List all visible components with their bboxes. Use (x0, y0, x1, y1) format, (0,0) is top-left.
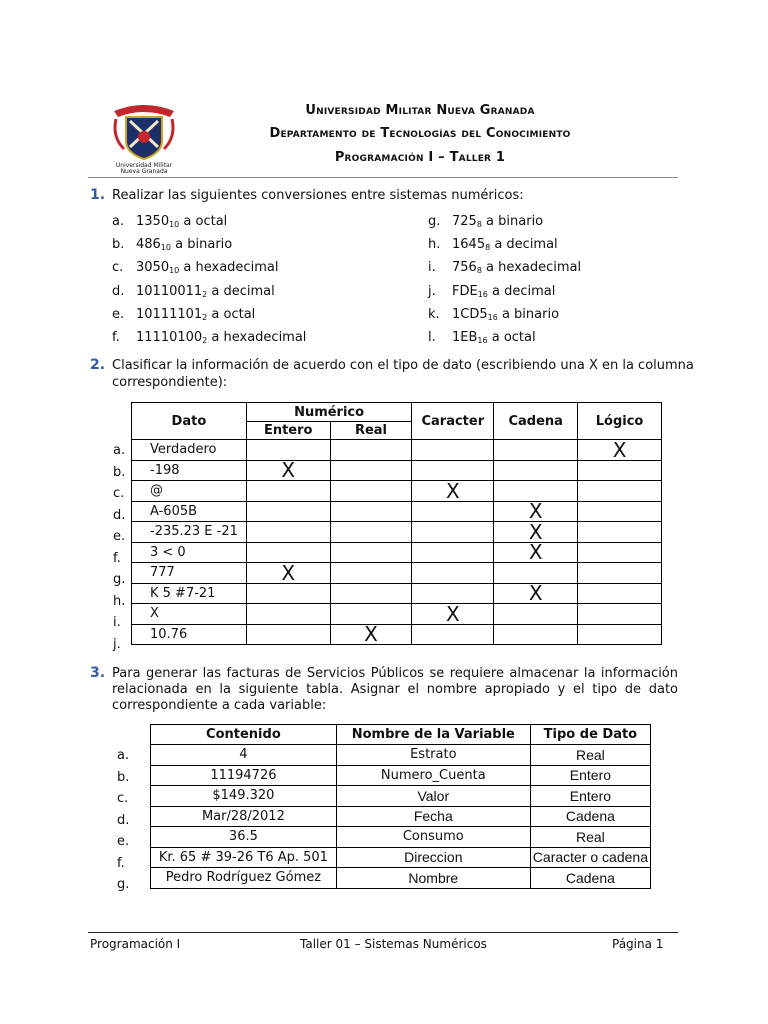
table-row (151, 827, 651, 848)
caracter-cell (412, 624, 494, 645)
footer-title: Taller 01 – Sistemas Numéricos (300, 937, 487, 951)
question-1-number: 1. (90, 187, 106, 203)
entero-cell (246, 522, 330, 543)
university-name: Universidad Militar Nueva Granada (305, 103, 535, 118)
tipo-dato-cell: Real (530, 745, 650, 766)
cadena-cell (494, 501, 578, 522)
row-label: g. (113, 572, 126, 587)
conversion-item (428, 284, 555, 299)
variables-table (150, 724, 651, 889)
real-cell (330, 563, 412, 584)
real-cell (330, 460, 412, 481)
conversion-number: 756 (452, 260, 477, 275)
contenido-cell: Pedro Rodríguez Gómez (151, 868, 337, 889)
table-row (132, 542, 662, 563)
caracter-cell (412, 601, 494, 626)
conversion-item (112, 260, 278, 275)
conversion-label: h. (428, 237, 441, 252)
header-contenido: Contenido (151, 725, 337, 745)
entero-cell (246, 460, 330, 481)
svg-text:Nueva Granada: Nueva Granada (120, 168, 168, 173)
conversion-label: e. (112, 307, 125, 322)
question-3-text-line1: Para generar las facturas de Servicios Públicos se requiere almacenar la información (112, 666, 678, 681)
question-1-text: Realizar las siguientes conversiones entre sistemas numéricos: (112, 188, 524, 203)
conversion-label: f. (112, 330, 120, 345)
conversion-target: a hexadecimal (481, 260, 582, 275)
question-2-text-line2: correspondiente): (112, 375, 228, 390)
dato-cell: 10.76 (132, 624, 247, 645)
cadena-cell (494, 604, 578, 625)
caracter-cell (412, 501, 494, 522)
dato-cell: -198 (132, 460, 247, 481)
table-row (151, 765, 651, 786)
row-label: f. (117, 855, 125, 871)
row-label: f. (113, 550, 121, 566)
conversion-target: a binario (171, 237, 233, 252)
row-label: a. (117, 748, 130, 763)
x-mark: X (528, 519, 543, 544)
header-nombre-variable: Nombre de la Variable (336, 725, 530, 745)
logico-cell (578, 583, 662, 604)
header-numerico: Numérico (246, 403, 412, 422)
conversion-base: 16 (477, 290, 488, 299)
conversion-target: a decimal (207, 284, 275, 299)
tipo-dato-cell: Entero (530, 765, 650, 786)
conversion-target: a binario (481, 214, 544, 229)
x-mark: X (528, 499, 543, 524)
conversion-number: 1CD5 (452, 307, 488, 322)
svg-text:Universidad Militar: Universidad Militar (115, 162, 173, 169)
conversion-target: a octal (179, 214, 228, 229)
conversion-item (428, 237, 558, 252)
conversion-target: a binario (497, 307, 560, 322)
table-row (151, 806, 651, 827)
dato-cell: A-605B (132, 501, 247, 522)
department-name: Departamento de Tecnologías del Conocimiento (269, 126, 571, 141)
table-row (132, 440, 662, 461)
footer-course: Programación I (90, 937, 181, 951)
conversion-label: j. (428, 284, 436, 299)
logico-cell (578, 624, 662, 645)
x-mark: X (528, 581, 543, 606)
conversion-label: d. (112, 284, 125, 299)
conversion-number: 1645 (452, 237, 486, 252)
x-mark: X (528, 540, 543, 565)
entero-cell (246, 542, 330, 563)
cadena-cell (494, 519, 578, 544)
footer-divider (88, 932, 678, 933)
header-cadena: Cadena (494, 403, 578, 440)
row-label: c. (117, 791, 129, 806)
question-2-number: 2. (90, 357, 106, 373)
real-cell (330, 542, 412, 563)
conversion-item (428, 330, 536, 345)
logico-cell (578, 481, 662, 502)
cadena-cell (494, 481, 578, 502)
contenido-cell: 11194726 (151, 765, 337, 786)
dato-cell: K 5 #7-21 (132, 583, 247, 604)
conversion-target: a octal (487, 330, 536, 345)
conversion-base: 10 (169, 220, 180, 229)
conversion-item (112, 284, 275, 299)
table-row (151, 745, 651, 766)
table-row (151, 786, 651, 807)
header-entero: Entero (246, 422, 330, 440)
row-label: a. (113, 443, 126, 458)
conversion-number: 3050 (136, 260, 170, 275)
dato-cell: X (132, 604, 247, 625)
real-cell (330, 501, 412, 522)
caracter-cell (412, 460, 494, 481)
nombre-variable-cell: Nombre (336, 868, 530, 889)
header-dato: Dato (132, 403, 247, 440)
conversion-target: a decimal (490, 237, 558, 252)
logico-cell (578, 563, 662, 584)
cadena-cell (494, 542, 578, 563)
contenido-cell: $149.320 (151, 786, 337, 807)
university-logo (110, 97, 178, 173)
table-row (151, 868, 651, 889)
row-label: b. (117, 769, 130, 785)
tipo-dato-cell: Entero (530, 786, 650, 807)
tipo-dato-cell: Real (530, 827, 650, 848)
conversion-number: 10111101 (136, 307, 203, 322)
conversion-base: 2 (202, 290, 208, 299)
real-cell (330, 624, 412, 645)
conversion-base: 8 (485, 243, 491, 252)
table-row (132, 481, 662, 502)
conversion-label: k. (428, 307, 440, 322)
table-row (132, 624, 662, 645)
cadena-cell (494, 460, 578, 481)
tipo-dato-cell: Cadena (530, 806, 650, 827)
dato-cell: 777 (132, 563, 247, 584)
conversion-number: FDE (452, 284, 478, 299)
logico-cell (578, 522, 662, 543)
caracter-cell (412, 478, 494, 503)
caracter-cell (412, 563, 494, 584)
nombre-variable-cell: Valor (336, 786, 530, 807)
conversion-item (112, 237, 232, 252)
conversion-target: a hexadecimal (179, 260, 279, 275)
data-type-table (131, 402, 662, 645)
nombre-variable-cell: Direccion (336, 847, 530, 868)
header-tipo-dato: Tipo de Dato (530, 725, 650, 745)
table-row (132, 604, 662, 625)
x-mark: X (281, 458, 296, 483)
caracter-cell (412, 440, 494, 461)
conversion-number: 1EB (452, 330, 478, 345)
real-cell (330, 604, 412, 625)
conversion-base: 2 (202, 336, 208, 345)
conversion-item (112, 214, 227, 229)
conversion-item (112, 307, 255, 322)
conversion-number: 725 (452, 214, 477, 229)
caracter-cell (412, 542, 494, 563)
x-mark: X (445, 478, 460, 503)
conversion-base: 8 (476, 220, 482, 229)
x-mark: X (445, 601, 460, 626)
cadena-cell (494, 563, 578, 584)
conversion-item (428, 214, 543, 229)
row-label: g. (117, 877, 130, 892)
logico-cell (578, 460, 662, 481)
cadena-cell (494, 583, 578, 604)
conversion-number: 486 (136, 237, 161, 252)
conversion-label: g. (428, 214, 441, 229)
header-divider (88, 177, 678, 178)
x-mark: X (612, 437, 627, 462)
real-cell (330, 583, 412, 604)
table-row (132, 522, 662, 543)
table-row (132, 460, 662, 481)
question-3-text-line2: relacionada en la siguiente tabla. Asignar el nombre apropiado y el tipo de dato (112, 682, 678, 697)
conversion-target: a decimal (487, 284, 556, 299)
conversion-target: a hexadecimal (207, 330, 307, 345)
nombre-variable-cell: Fecha (336, 806, 530, 827)
logico-cell (578, 437, 662, 462)
conversion-target: a octal (207, 307, 256, 322)
footer-page: Página 1 (612, 937, 664, 951)
dato-cell: @ (132, 481, 247, 502)
conversion-base: 10 (160, 243, 172, 252)
dato-cell: Verdadero (132, 440, 247, 461)
row-label: h. (113, 593, 126, 609)
row-label: c. (113, 486, 125, 501)
x-mark: X (281, 560, 296, 585)
header-real: Real (330, 422, 412, 440)
row-label: b. (113, 464, 126, 480)
dato-cell: -235.23 E -21 (132, 522, 247, 543)
conversion-base: 2 (202, 313, 208, 322)
conversion-number: 1350 (136, 214, 170, 229)
conversion-base: 10 (169, 266, 180, 275)
conversion-item (428, 260, 581, 275)
entero-cell (246, 501, 330, 522)
header-logico: Lógico (578, 403, 662, 440)
table-row (132, 583, 662, 604)
nombre-variable-cell: Numero_Cuenta (336, 765, 530, 786)
contenido-cell: 4 (151, 745, 337, 766)
row-label: i. (113, 615, 121, 630)
real-cell (330, 440, 412, 461)
logico-cell (578, 501, 662, 522)
entero-cell (246, 583, 330, 604)
contenido-cell: Mar/28/2012 (151, 806, 337, 827)
row-label: d. (113, 507, 126, 523)
nombre-variable-cell: Estrato (336, 745, 530, 766)
real-cell (330, 481, 412, 502)
table-row (151, 847, 651, 868)
cadena-cell (494, 440, 578, 461)
entero-cell (246, 624, 330, 645)
logico-cell (578, 542, 662, 563)
conversion-label: i. (428, 260, 436, 275)
tipo-dato-cell: Cadena (530, 868, 650, 889)
table-row (132, 501, 662, 522)
contenido-cell: 36.5 (151, 827, 337, 848)
cadena-cell (494, 624, 578, 645)
contenido-cell: Kr. 65 # 39-26 T6 Ap. 501 (151, 847, 337, 868)
entero-cell (246, 560, 330, 585)
header-caracter: Caracter (412, 403, 494, 440)
caracter-cell (412, 522, 494, 543)
row-label: e. (117, 834, 130, 849)
x-mark: X (364, 622, 378, 647)
question-3-number: 3. (90, 665, 106, 681)
conversion-number: 10110011 (136, 284, 203, 299)
conversion-base: 16 (487, 313, 498, 322)
conversion-number: 11110100 (136, 330, 203, 345)
conversion-label: a. (112, 214, 125, 229)
entero-cell (246, 604, 330, 625)
conversion-item (428, 307, 559, 322)
tipo-dato-cell: Caracter o cadena (530, 847, 650, 868)
row-label: j. (113, 636, 121, 652)
logico-cell (578, 604, 662, 625)
entero-cell (246, 440, 330, 461)
conversion-item (112, 330, 306, 345)
row-label: d. (117, 812, 130, 828)
course-title: Programación I – Taller 1 (334, 150, 506, 165)
dato-cell: 3 < 0 (132, 542, 247, 563)
nombre-variable-cell: Consumo (336, 827, 530, 848)
row-label: e. (113, 529, 126, 544)
conversion-base: 16 (477, 336, 488, 345)
question-2-text-line1: Clasificar la información de acuerdo con el tipo de dato (escribiendo una X en la columna (112, 358, 694, 373)
conversion-label: c. (112, 260, 124, 275)
entero-cell (246, 481, 330, 502)
real-cell (330, 522, 412, 543)
conversion-label: b. (112, 237, 125, 252)
conversion-base: 8 (476, 266, 482, 275)
table-row (132, 563, 662, 584)
conversion-label: l. (428, 330, 436, 345)
caracter-cell (412, 583, 494, 604)
question-3-text-line3: correspondiente a cada variable: (112, 698, 327, 713)
